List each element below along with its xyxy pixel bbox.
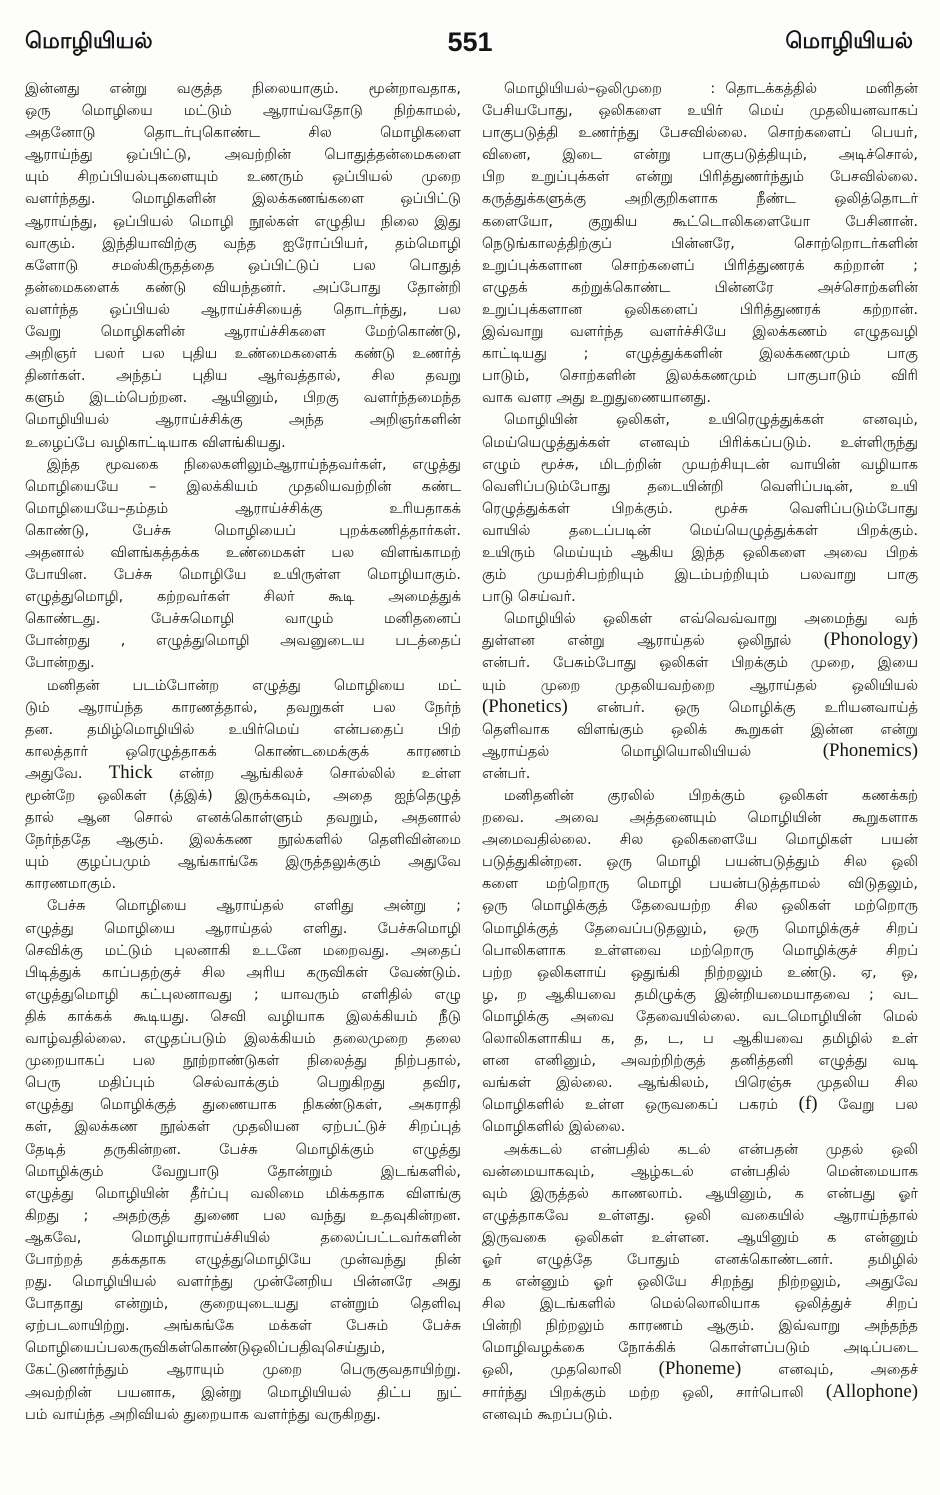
- line-text: இவ்வாறு வளர்ந்த வளர்ச்சியே இலக்கணம் எழுதவழி: [482, 324, 918, 341]
- line-text: பிற உறுப்புக்கள் என்று பிரித்துணர்ந்தும் பேசவில்லை.: [482, 169, 918, 186]
- text-line: [482, 608, 918, 630]
- text-line: [25, 785, 461, 807]
- text-line: [25, 1205, 461, 1227]
- line-text: எழுத்து மொழியின் தீர்ப்பு வலிமை மிக்கதாக விளங்கு: [25, 1185, 461, 1202]
- text-line: [482, 1006, 918, 1028]
- line-text: எழும் மூச்சு, மிடற்றின் முயற்சியுடன் வாயின் வழியாக: [482, 456, 918, 473]
- line-text: மொழியையே – இலக்கியம் முதலியவற்றின் கண்ட: [25, 478, 461, 495]
- paragraph: [482, 1139, 918, 1426]
- line-text: போயின. பேச்சு மொழியே உயிருள்ள மொழியாகும்.: [25, 567, 461, 584]
- text-line: [25, 255, 461, 277]
- line-text: எழுத்துமொழி கட்புலனாவது ; யாவரும் எளிதில் எழு: [25, 986, 461, 1003]
- line-text: வெளிப்படும்போது தடையின்றி வெளிப்படின், உயி: [482, 478, 918, 495]
- paragraph: [482, 78, 918, 409]
- text-line: [25, 188, 461, 210]
- text-line: [25, 608, 461, 630]
- text-line: [25, 211, 461, 233]
- text-line: [25, 1404, 461, 1426]
- text-line: [482, 365, 918, 387]
- text-line: [482, 1116, 918, 1138]
- text-line: [482, 476, 918, 498]
- line-text: பாகுபடுத்தி உணர்ந்து பேசவில்லை. சொற்களைப் பெயர்,: [482, 125, 918, 142]
- text-line: [25, 299, 461, 321]
- line-text: ஆராய்ந்து, ஒப்பியல் மொழி நூல்கள் எழுதிய நிலை இது: [25, 213, 461, 230]
- line-text: மொழிகளில் உள்ள ஒருவகைப் பகரம் (f) வேறு பல: [482, 1094, 918, 1115]
- text-line: [25, 1072, 461, 1094]
- line-text: களோடு சமஸ்கிருதத்தை ஒப்பிட்டுப் பல பொதுத்: [25, 257, 461, 274]
- line-text: ளன எனினும், அவற்றிற்குத் தனித்தனி எழுத்து வடி: [482, 1053, 918, 1070]
- line-text: வங்கள் இல்லை. ஆங்கிலம், பிரெஞ்சு முதலிய சில: [482, 1075, 918, 1092]
- text-line: [25, 652, 461, 674]
- text-line: [482, 829, 918, 851]
- line-text: பாடு செய்வர்.: [482, 589, 576, 606]
- latin-term: (Phonology): [823, 630, 918, 651]
- text-line: [482, 1293, 918, 1315]
- text-line: [25, 763, 461, 785]
- text-line: [25, 542, 461, 564]
- line-text: யும் முறை முதலியவற்றை ஆராய்தல் ஒலியியல்: [482, 677, 918, 694]
- text-line: [482, 343, 918, 365]
- text-line: [25, 1249, 461, 1271]
- text-line: [25, 829, 461, 851]
- text-line: [25, 984, 461, 1006]
- line-text: போன்றது , எழுத்துமொழி அவனுடைய படத்தைப்: [25, 633, 461, 650]
- line-text: களை மற்றொரு மொழி பயன்படுத்தாமல் விடுதலும்,: [482, 876, 918, 893]
- line-text: பெரு மதிப்பும் செல்வாக்கும் பெறுகிறது தவிர,: [25, 1075, 461, 1092]
- line-text: ஆராய்ந்து ஒப்பிட்டு, அவற்றின் பொதுத்தன்மைகளை: [25, 147, 461, 164]
- text-line: [482, 122, 918, 144]
- text-line: [482, 387, 918, 409]
- text-line: [25, 940, 461, 962]
- text-line: [482, 1382, 918, 1404]
- line-text: படுத்துகின்றன. ஒரு மொழி பயன்படுத்தும் சில ஒலி: [482, 854, 918, 871]
- text-line: [25, 895, 461, 917]
- line-text: உழைப்பே வழிகாட்டியாக விளங்கியது.: [25, 434, 286, 451]
- latin-term: (f): [798, 1094, 818, 1115]
- line-text: பேசியபோது, ஒலிகளை உயிர் மெய் முதலியனவாகப்: [482, 103, 918, 120]
- paragraph: [25, 675, 461, 896]
- line-text: அமைவதில்லை. சில ஒலிகளையே மொழிகள் பயன்: [482, 832, 918, 849]
- line-text: இருவகை ஒலிகள் உள்ளன. ஆயினும் க என்னும்: [482, 1229, 918, 1246]
- line-text: ஏற்படலாயிற்று. அங்கங்கே மக்கள் பேசும் பேச்சு: [25, 1318, 461, 1335]
- line-text: எனவும் கூறப்படும்.: [482, 1406, 613, 1423]
- line-text: தெளிவாக விளங்கும் ஒலிக் கூறுகள் இன்ன என்று: [482, 721, 918, 738]
- line-text: ஒரு மொழிக்குத் தேவையற்ற சில ஒலிகள் மற்றொரு: [482, 898, 918, 915]
- line-text: வாயில் தடைப்படின் மெய்யெழுத்துக்கள் பிறக்கும்.: [482, 522, 918, 539]
- line-text: ழ, ற ஆகியவை தமிழுக்கு இன்றியமையாதவை ; வட: [482, 986, 918, 1003]
- text-line: [482, 564, 918, 586]
- running-title-right: மொழியியல்: [785, 29, 913, 54]
- line-text: றவை. அவை அத்தனையும் மொழியின் கூறுகளாக: [482, 810, 918, 827]
- line-text: க என்னும் ஓர் ஒலியே சிறந்து நிற்றலும், அதுவே: [482, 1274, 918, 1291]
- text-line: [482, 1050, 918, 1072]
- line-text: போன்றது.: [25, 655, 95, 672]
- line-text: தன. தமிழ்மொழியில் உயிர்மெய் என்பதைப் பிற்: [25, 721, 461, 738]
- line-text: என்பர். பேசும்போது ஒலிகள் பிறக்கும் முறை, இயை: [482, 655, 918, 672]
- line-text: கள், இலக்கண நூல்கள் முதலியன ஏற்பட்டுச் சிறப்புத்: [25, 1119, 461, 1136]
- text-line: [25, 1183, 461, 1205]
- line-text: மொழிக்குத் தேவைப்படுதலும், ஒரு மொழிக்குச் சிறப்: [482, 920, 918, 937]
- text-line: [482, 277, 918, 299]
- text-line: [25, 873, 461, 895]
- text-line: [25, 1116, 461, 1138]
- line-text: அக்கடல் என்பதில் கடல் என்பதன் முதல் ஒலி: [504, 1141, 918, 1158]
- line-text: அதனால் விளங்கத்தக்க உண்மைகள் பல விளங்காமற்: [25, 544, 461, 561]
- text-line: [482, 962, 918, 984]
- text-line: [482, 1404, 918, 1426]
- text-line: [25, 520, 461, 542]
- text-line: [482, 1227, 918, 1249]
- text-line: [482, 586, 918, 608]
- text-line: [25, 807, 461, 829]
- line-text: மூன்றே ஒலிகள் (த்இக்) இருக்கவும், அதை ஐந்தெழுத்: [25, 788, 461, 804]
- text-line: [482, 498, 918, 520]
- latin-term: Thick: [108, 762, 153, 783]
- paragraph: [482, 608, 918, 785]
- line-text: நெடுங்காலத்திற்குப் பின்னரே, சொற்றொடர்களின்: [482, 235, 918, 252]
- text-line: [25, 1337, 461, 1359]
- text-line: [25, 454, 461, 476]
- line-text: வன்மையாகவும், ஆழ்கடல் என்பதில் மென்மையாக: [482, 1163, 918, 1180]
- text-line: [482, 1359, 918, 1381]
- line-text: மொழியின் ஒலிகள், உயிரெழுத்துக்கள் எனவும்,: [504, 412, 918, 429]
- text-line: [25, 277, 461, 299]
- text-line: [482, 1205, 918, 1227]
- text-line: [25, 122, 461, 144]
- text-line: [25, 586, 461, 608]
- latin-term: (Phonemics): [822, 740, 918, 761]
- line-text: வும் இருத்தல் காணலாம். ஆயினும், க என்பது ஓர்: [482, 1185, 918, 1202]
- line-text: தன்மைகளைக் கண்டு வியந்தனர். அப்போது தோன்றி: [25, 279, 461, 296]
- text-line: [25, 1050, 461, 1072]
- line-text: வளர்ந்தது. மொழிகளின் இலக்கணங்களை ஒப்பிட்டு: [25, 191, 461, 208]
- text-line: [482, 984, 918, 1006]
- text-line: [25, 432, 461, 454]
- text-line: [482, 1249, 918, 1271]
- line-text: கொண்டு, பேச்சு மொழியைப் புறக்கணித்தார்கள்.: [25, 522, 461, 539]
- text-line: [482, 763, 918, 785]
- text-line: [25, 498, 461, 520]
- line-text: யும் குழப்பமும் ஆங்காங்கே இருத்தலுக்கும் அதுவே: [25, 854, 461, 871]
- running-title-left: மொழியியல்: [25, 29, 153, 54]
- text-line: [25, 409, 461, 431]
- line-text: கருத்துக்களுக்கு அறிகுறிகளாக நீண்ட ஒலித்தொடர்: [482, 191, 918, 208]
- text-line: [482, 100, 918, 122]
- text-line: [25, 100, 461, 122]
- text-line: [25, 166, 461, 188]
- text-line: [25, 1006, 461, 1028]
- latin-term: (Phonetics): [482, 696, 568, 717]
- text-line: [25, 78, 461, 100]
- line-text: மொழியைப்பலகருவிகள்கொண்டுஒலிப்பதிவுசெய்தும்,: [25, 1340, 386, 1357]
- line-text: காலத்தார் ஒரெழுத்தாகக் கொண்டமைக்குக் காரணம்: [25, 743, 461, 760]
- line-text: துள்ளன என்று ஆராய்தல் ஒலிநூல் (Phonology): [482, 630, 918, 651]
- text-line: [482, 1183, 918, 1205]
- text-line: [482, 675, 918, 697]
- paragraph: [482, 409, 918, 608]
- text-line: [25, 1227, 461, 1249]
- line-text: காட்டியது ; எழுத்துக்களின் இலக்கணமும் பாகு: [482, 346, 918, 363]
- line-text: நேர்ந்ததே ஆகும். இலக்கண நூல்களில் தெளிவின்மை: [25, 832, 461, 849]
- line-text: வாக வளர அது உறுதுணையானது.: [482, 390, 711, 407]
- page-number: 551: [447, 27, 493, 57]
- text-line: [482, 321, 918, 343]
- text-line: [25, 321, 461, 343]
- line-text: வளர்ந்த ஒப்பியல் ஆராய்ச்சியைத் தொடர்ந்து, பல: [25, 301, 461, 318]
- line-text: மொழிக்கும் வேறுபாடு தோன்றும் இடங்களில்,: [25, 1163, 461, 1180]
- line-text: பற்ற ஒலிகளாய் ஒதுங்கி நிற்றலும் உண்டு. ஏ, ஒ,: [482, 964, 918, 981]
- paragraph: [25, 454, 461, 675]
- line-text: உறுப்புக்களான ஒலிகளைப் பிரித்துணரக் கற்றான்.: [482, 301, 918, 318]
- line-text: பொலிகளாக உள்ளவை மற்றொரு மொழிக்குச் சிறப்: [482, 942, 918, 959]
- text-line: [482, 895, 918, 917]
- text-line: [482, 1072, 918, 1094]
- text-line: [25, 1382, 461, 1404]
- line-text: மனிதன் படம்போன்ற எழுத்து மொழியை மட்: [47, 677, 461, 694]
- line-text: உறுப்புக்களான சொற்களைப் பிரித்துணரக் கற்றான் ;: [482, 257, 918, 274]
- line-text: இந்த மூவகை நிலைகளிலும்ஆராய்ந்தவர்கள், எழுத்து: [47, 456, 461, 473]
- line-text: எழுத்தாகவே உள்ளது. ஒலி வகையில் ஆராய்ந்தால்: [482, 1207, 918, 1224]
- text-line: [25, 918, 461, 940]
- line-text: தேடித் தருகின்றன. பேச்சு மொழிக்கும் எழுத்து: [25, 1141, 461, 1158]
- paragraph: [25, 895, 461, 1425]
- line-text: மொழியில் ஒலிகள் எவ்வெவ்வாறு அமைந்து வந்: [504, 611, 918, 628]
- line-text: சில இடங்களில் மெல்லொலியாக ஒலித்துச் சிறப்: [482, 1296, 918, 1313]
- line-text: ஒரு மொழியை மட்டும் ஆராய்வதோடு நிற்காமல்,: [25, 103, 461, 120]
- line-text: மொழிகளில் இல்லை.: [482, 1119, 626, 1136]
- line-text: கும் முயற்சிபற்றியும் இடம்பற்றியும் பலவாறு பாகு: [482, 567, 918, 584]
- text-line: [25, 697, 461, 719]
- text-line: [25, 233, 461, 255]
- section-heading: மொழியியல்–ஒலிமுறை :: [504, 81, 716, 97]
- text-line: [482, 1139, 918, 1161]
- right-column: [482, 78, 918, 1426]
- text-line: [482, 851, 918, 873]
- line-text: மொழியியல் ஆராய்ச்சிக்கு அந்த அறிஞர்களின்: [25, 412, 461, 429]
- line-text: உயிரும் மெய்யும் ஆகிய இந்த ஒலிகளை அவை பிறக்: [482, 544, 918, 561]
- line-text: (Phonetics) என்பர். ஒரு மொழிக்கு உரியனவாய்த்: [482, 696, 918, 717]
- line-text: தால் ஆன சொல் எனக்கொள்ளும் தவறும், அதனால்: [25, 810, 461, 827]
- text-line: [482, 741, 918, 763]
- line-text: மொழியையே–தம்தம் ஆராய்ச்சிக்கு உரியதாகக்: [25, 500, 461, 517]
- latin-term: (Phoneme): [658, 1359, 742, 1380]
- line-text: வாழ்வதில்லை. எழுதப்படும் இலக்கியம் தலைமுறை தலை: [25, 1031, 461, 1048]
- text-line: [482, 652, 918, 674]
- line-text: அறிஞர் பலர் பல புதிய உண்மைகளைக் கண்டு உணர்த்: [25, 346, 461, 363]
- line-text: என்பர்.: [482, 765, 531, 782]
- line-text: மொழிக்கு அவை தேவையில்லை. வடமொழியின் மெல்: [482, 1008, 918, 1025]
- text-line: [25, 1161, 461, 1183]
- text-line: [482, 697, 918, 719]
- text-line: [25, 1139, 461, 1161]
- text-line: [482, 432, 918, 454]
- text-line: [482, 1315, 918, 1337]
- line-text: போற்றத் தக்கதாக எழுத்துமொழியே முன்வந்து நின்: [25, 1251, 461, 1268]
- line-text: களும் இடம்பெற்றன. ஆயினும், பிறகு வளர்ந்தமைந்த: [25, 390, 461, 407]
- line-text: ரெழுத்துக்கள் பிறக்கும். மூச்சு வெளிப்படும்போது: [482, 500, 918, 517]
- line-text: அதுவே. Thick என்ற ஆங்கிலச் சொல்லில் உள்ள: [25, 762, 461, 783]
- text-line: [482, 918, 918, 940]
- text-line: [25, 719, 461, 741]
- paragraph: [25, 78, 461, 454]
- line-text: றது. மொழியியல் வளர்ந்து முன்னேறிய பின்னரே அது: [25, 1274, 461, 1291]
- paragraph: [482, 785, 918, 1139]
- line-text: எழுத்து மொழிக்குத் துணையாக நிகண்டுகள், அகராதி: [25, 1097, 461, 1114]
- line-text: சார்ந்து பிறக்கும் மற்ற ஒலி, சார்பொலி (Allophone): [482, 1381, 918, 1402]
- text-line: [25, 476, 461, 498]
- text-line: [25, 343, 461, 365]
- line-text: பின்றி நிற்றலும் காரணம் ஆகும். இவ்வாறு அந்தந்த: [482, 1318, 918, 1335]
- text-line: [482, 719, 918, 741]
- text-line: [482, 807, 918, 829]
- line-text: கிறது ; அதற்குத் துணை பல வந்து உதவுகின்றன.: [25, 1207, 461, 1224]
- text-line: [25, 1271, 461, 1293]
- line-text: பம் வாய்ந்த அறிவியல் துறையாக வளர்ந்து வருகிறது.: [25, 1406, 381, 1423]
- text-line: [482, 299, 918, 321]
- text-line: [25, 1094, 461, 1116]
- text-line: [482, 188, 918, 210]
- line-text: யும் சிறப்பியல்புகளையும் உணரும் ஒப்பியல் முறை: [25, 169, 461, 186]
- text-line: [482, 144, 918, 166]
- line-text: காரணமாகும்.: [25, 876, 117, 893]
- line-text: மெய்யெழுத்துக்கள் எனவும் பிரிக்கப்படும். உள்ளிருந்து: [482, 434, 918, 451]
- line-text: போதாது என்றும், குறையுடையது என்றும் தெளிவு: [25, 1296, 461, 1313]
- text-line: [482, 409, 918, 431]
- text-line: [25, 630, 461, 652]
- line-text: வினை, இடை என்று பாகுபடுத்தியும், அடிச்சொல்,: [482, 147, 918, 164]
- line-text: பேச்சு மொழியை ஆராய்தல் எளிது அன்று ;: [47, 898, 461, 915]
- line-text: வாகும். இந்தியாவிற்கு வந்த ஐரோப்பியர், தம்மொழி: [25, 235, 461, 252]
- line-text: ஓர் எழுத்தே போதும் எனக்கொண்டனர். தமிழில்: [482, 1251, 918, 1268]
- text-line: [482, 233, 918, 255]
- text-line: [25, 1315, 461, 1337]
- left-column: [25, 78, 461, 1426]
- text-line: [482, 166, 918, 188]
- line-text: கேட்டுணர்ந்தும் ஆராயும் முறை பெருகுவதாயிற்று.: [25, 1362, 461, 1379]
- line-text: பாடும், சொற்களின் இலக்கணமும் பாகுபாடும் விரி: [482, 368, 918, 385]
- line-text: அவற்றின் பயனாக, இன்று மொழியியல் திட்ப நுட்: [25, 1384, 461, 1401]
- text-line: [482, 454, 918, 476]
- text-line: [482, 1094, 918, 1116]
- line-text: இன்னது என்று வகுத்த நிலையாகும். மூன்றாவதாக,: [25, 81, 461, 97]
- line-text: பிடித்துக் காப்பதற்குச் சில அரிய கருவிகள் வேண்டும்.: [25, 964, 461, 981]
- line-text: ஆராய்தல் மொழியொலியியல் (Phonemics): [482, 740, 918, 761]
- text-line: [482, 255, 918, 277]
- latin-term: (Allophone): [825, 1381, 918, 1402]
- line-text: செவிக்கு மட்டும் புலனாகி உடனே மறைவது. அதைப்: [25, 942, 461, 959]
- line-text: மொழிவழக்கை நோக்கிக் கொள்ளப்படும் அடிப்படை: [482, 1340, 918, 1357]
- line-text: டும் ஆராய்ந்த காரணத்தால், தவறுகள் பல நேர்ந்: [25, 699, 461, 716]
- line-text: முறையாகப் பல நூற்றாண்டுகள் நிலைத்து நிற்பதால்,: [25, 1053, 461, 1070]
- text-line: [482, 542, 918, 564]
- text-line: [25, 564, 461, 586]
- line-text: எழுத்து மொழியை ஆராய்தல் எளிது. பேச்சுமொழி: [25, 920, 461, 937]
- line-text: தொடக்கத்தில் மனிதன்: [725, 81, 918, 97]
- text-line: [482, 873, 918, 895]
- line-text: திக் காக்கக் கூடியது. செவி வழியாக இலக்கியம் நீடு: [25, 1008, 461, 1025]
- line-text: ஆகவே, மொழியாராய்ச்சியில் தலைப்பட்டவர்களின்: [25, 1229, 461, 1246]
- line-text: கொண்டது. பேச்சுமொழி வாழும் மனிதனைப்: [25, 611, 461, 628]
- line-text: வேறு மொழிகளின் ஆராய்ச்சிகளை மேற்கொண்டு,: [25, 324, 461, 341]
- text-line: [482, 211, 918, 233]
- line-text: எழுத்துமொழி, கற்றவர்கள் சிலர் கூடி அமைத்துக்: [25, 589, 461, 606]
- text-line: [25, 1293, 461, 1315]
- text-line: [25, 1028, 461, 1050]
- text-line: [482, 1271, 918, 1293]
- text-line: [25, 144, 461, 166]
- line-text: ஒலி, முதலொலி (Phoneme) எனவும், அதைச்: [482, 1359, 918, 1380]
- text-line: [25, 962, 461, 984]
- text-line: [25, 675, 461, 697]
- line-text: தினர்கள். அந்தப் புதிய ஆர்வத்தால், சில தவறு: [25, 368, 461, 385]
- text-line: [482, 785, 918, 807]
- line-text: லொலிகளாகிய க, த, ட, ப ஆகியவை தமிழில் உள்: [482, 1031, 918, 1048]
- text-line: [482, 630, 918, 652]
- text-line: [482, 520, 918, 542]
- text-line: [482, 78, 918, 100]
- text-line: [482, 1337, 918, 1359]
- text-line: [25, 1359, 461, 1381]
- text-line: [25, 387, 461, 409]
- line-text: களையோ, குறுகிய கூட்டொலிகளையோ பேசினான்.: [482, 213, 918, 230]
- text-line: [25, 851, 461, 873]
- line-text: எழுதக் கற்றுக்கொண்ட பின்னரே அச்சொற்களின்: [482, 279, 918, 296]
- text-line: [482, 1161, 918, 1183]
- text-line: [25, 741, 461, 763]
- line-text: அதனோடு தொடர்புகொண்ட சில மொழிகளை: [25, 125, 461, 142]
- text-line: [482, 940, 918, 962]
- text-line: [25, 365, 461, 387]
- text-line: [482, 1028, 918, 1050]
- line-text: மனிதனின் குரலில் பிறக்கும் ஒலிகள் கணக்கற்: [504, 788, 918, 804]
